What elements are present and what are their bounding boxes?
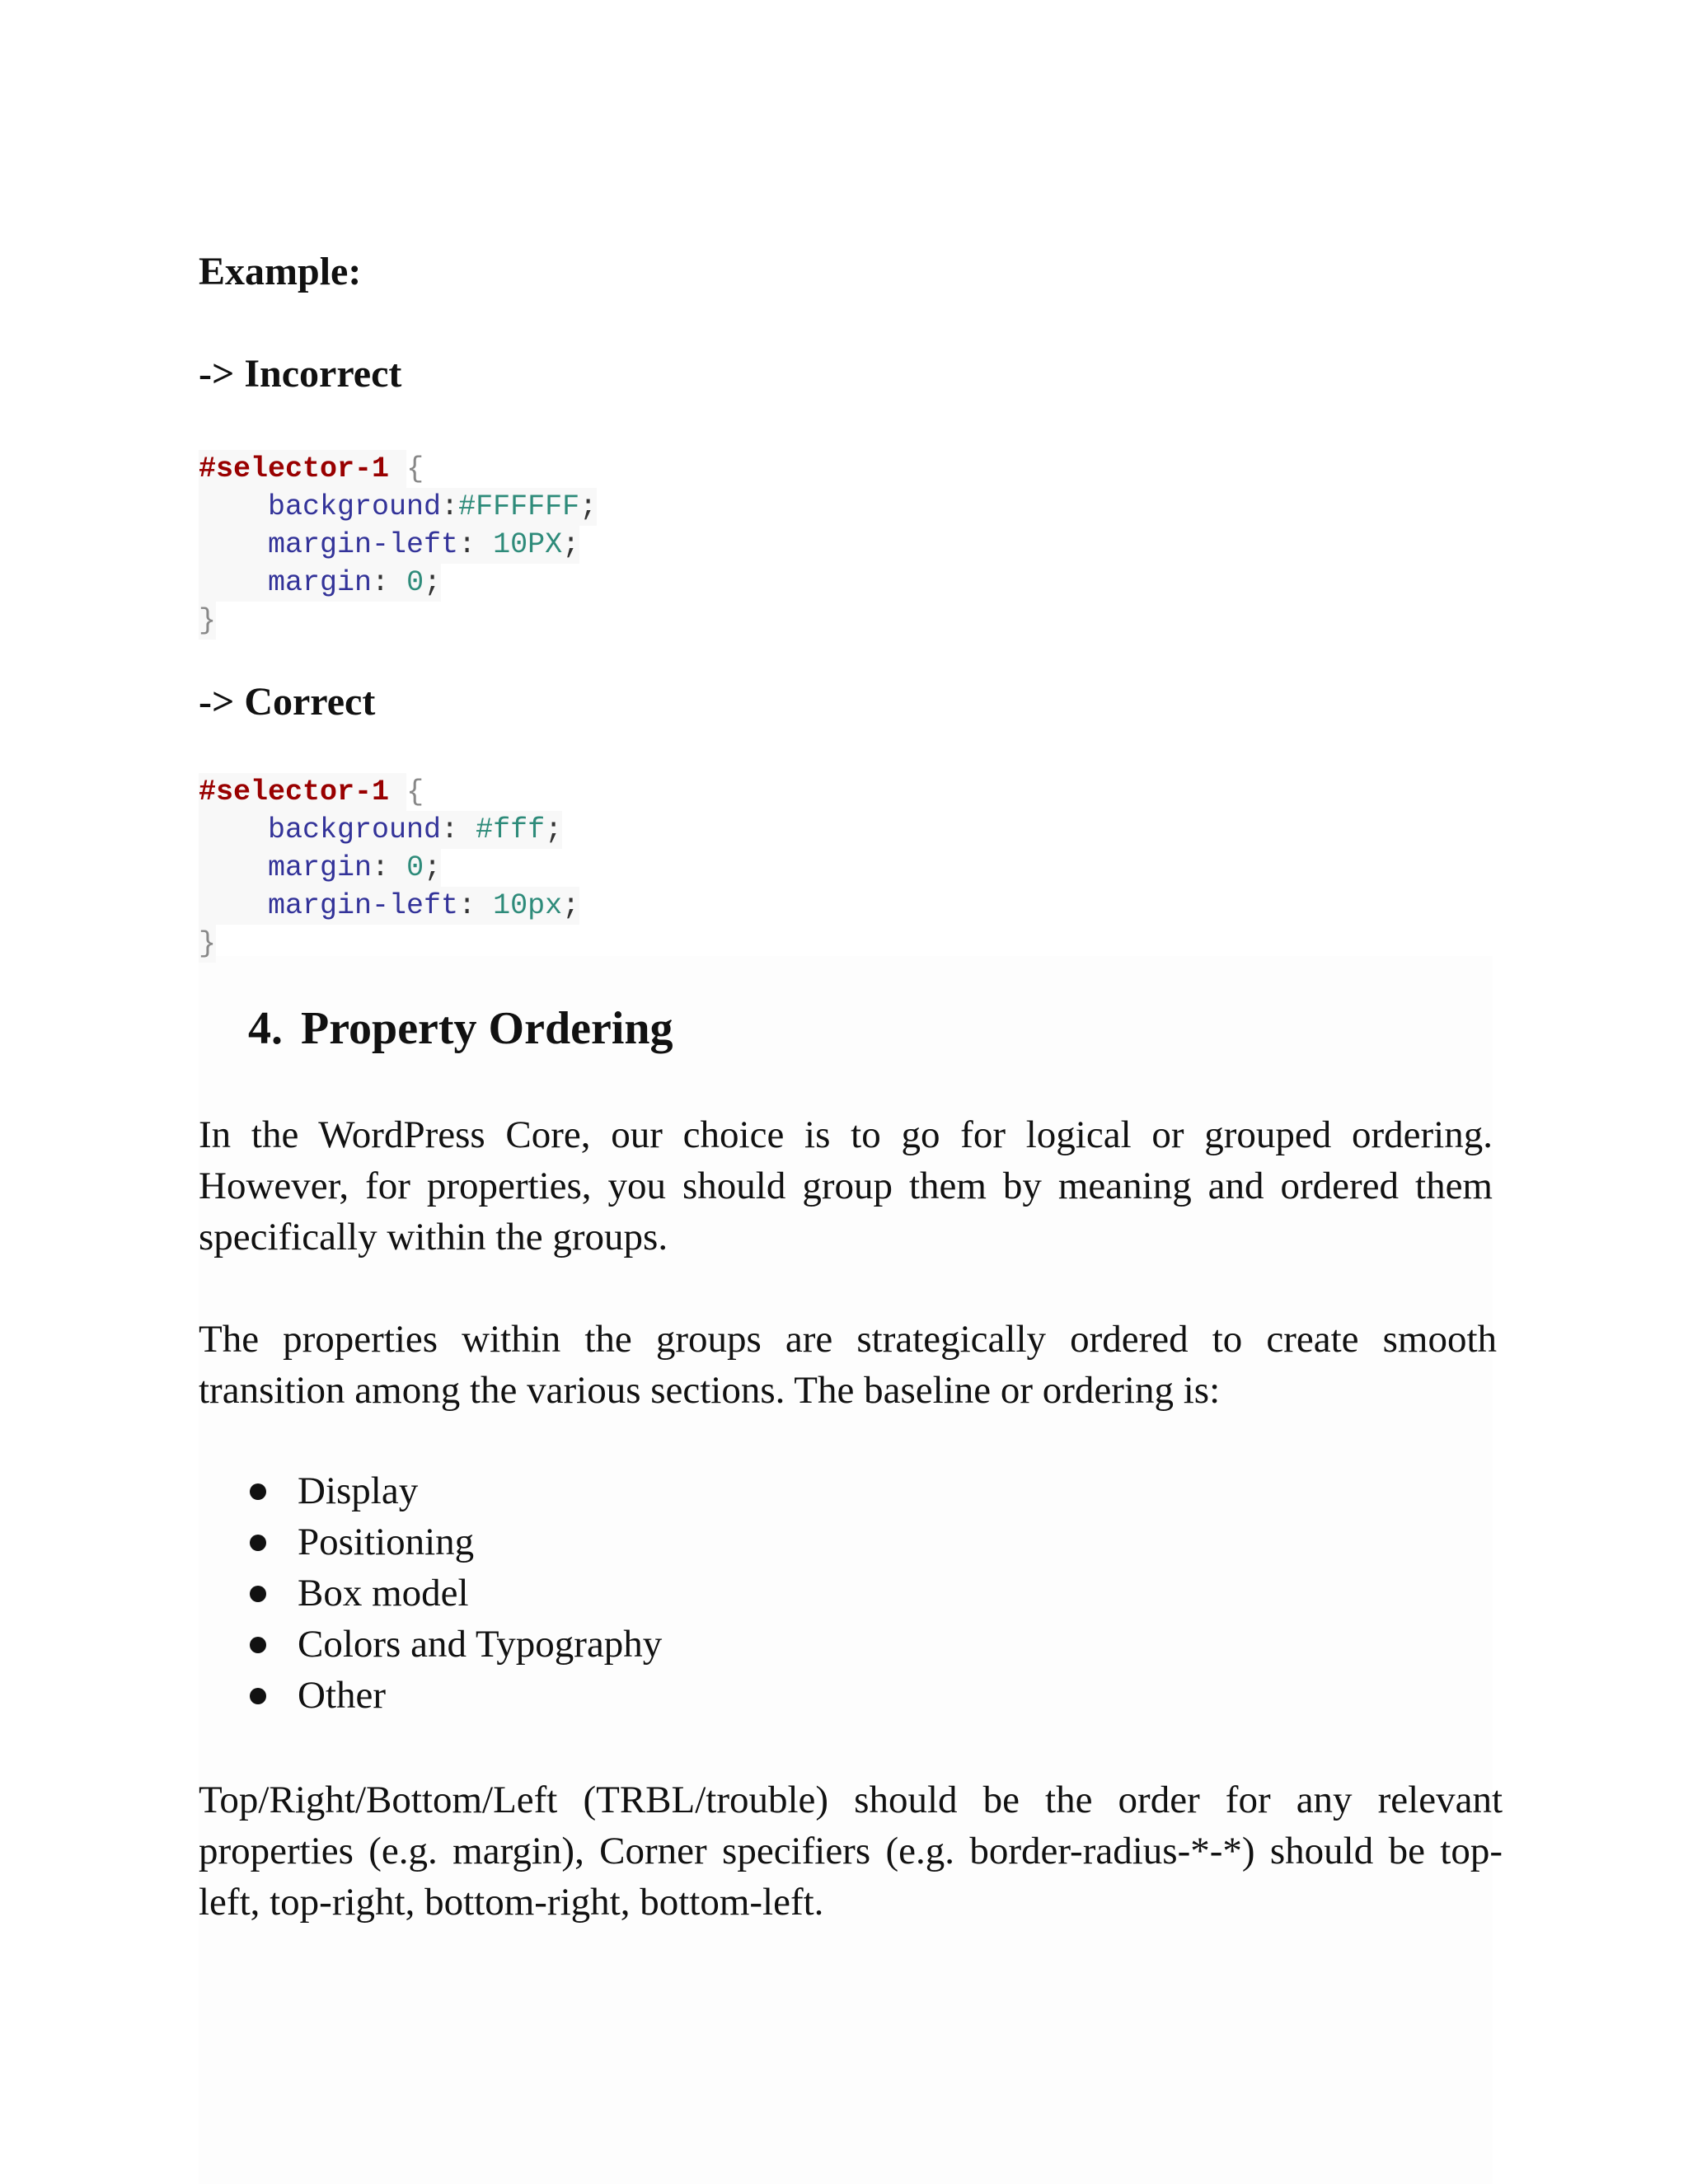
- code-line: background: #fff;: [199, 811, 579, 849]
- code-close-brace: }: [199, 927, 217, 960]
- list-item: Colors and Typography: [248, 1619, 662, 1670]
- bullet-icon: [250, 1483, 266, 1500]
- list-item: Box model: [248, 1568, 662, 1619]
- incorrect-code-block: [199, 450, 597, 640]
- code-line-selector: [199, 450, 597, 488]
- code-line: background:#FFFFFF;: [199, 488, 597, 526]
- code-line-close: [199, 925, 579, 963]
- code-property: margin-left: [268, 889, 459, 922]
- code-property: background: [268, 813, 442, 846]
- paragraph: The properties within the groups are strategically ordered to create smooth transition among the various sections. The baseline or ordering is:: [199, 1318, 1497, 1412]
- bullet-icon: [250, 1535, 266, 1551]
- code-line-selector: [199, 773, 579, 811]
- bullet-icon: [250, 1637, 266, 1653]
- code-property: margin-left: [268, 528, 459, 561]
- code-value: 10px: [493, 889, 563, 922]
- correct-heading: -> Correct: [199, 680, 376, 724]
- code-value: 10PX: [493, 528, 563, 561]
- example-heading: Example:: [199, 250, 362, 293]
- section-title: Property Ordering: [301, 1003, 673, 1054]
- incorrect-heading: -> Incorrect: [199, 352, 402, 396]
- code-line: margin: 0;: [199, 564, 597, 602]
- bullet-icon: [250, 1586, 266, 1602]
- list-item: Other: [248, 1670, 662, 1721]
- code-close-brace: }: [199, 604, 217, 637]
- code-value: #FFFFFF: [458, 490, 580, 523]
- correct-code-block: [199, 773, 579, 963]
- ordering-list: [248, 1465, 662, 1721]
- code-line-close: [199, 602, 597, 640]
- code-open-brace: {: [406, 776, 424, 808]
- code-value: #fff: [476, 813, 546, 846]
- code-property: background: [268, 490, 442, 523]
- code-open-brace: {: [406, 452, 424, 485]
- code-value: 0: [406, 566, 424, 599]
- code-property: margin: [268, 566, 373, 599]
- section-number: 4.: [248, 1003, 283, 1054]
- list-item: Display: [248, 1465, 662, 1516]
- paragraph: Top/Right/Bottom/Left (TRBL/trouble) should be the order for any relevant properties (e.g. margin), Corner specifiers (e.g. border-radius-*-*) should be top-left, top-right, bottom-right, bottom-left.: [199, 1779, 1503, 1924]
- code-value: 0: [406, 851, 424, 884]
- code-line: margin-left: 10px;: [199, 887, 579, 925]
- code-selector: #selector-1: [199, 452, 390, 485]
- code-line: margin-left: 10PX;: [199, 526, 597, 564]
- bullet-icon: [250, 1688, 266, 1704]
- section-heading: [248, 997, 673, 1060]
- code-property: margin: [268, 851, 373, 884]
- code-selector: #selector-1: [199, 776, 390, 808]
- list-item: Positioning: [248, 1516, 662, 1568]
- paragraph: In the WordPress Core, our choice is to go for logical or grouped ordering. However, for properties, you should group them by meaning and ordered them specifically within the groups.: [199, 1113, 1493, 1258]
- code-line: margin: 0;: [199, 849, 579, 887]
